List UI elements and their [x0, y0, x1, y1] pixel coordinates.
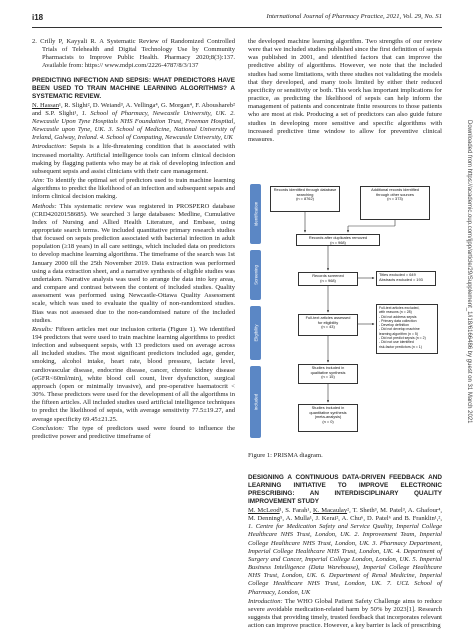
- right-column: [248, 38, 442, 145]
- aim-paragraph: [32, 177, 235, 201]
- box-database-records: Records identified through database searching (n = 8762): [270, 186, 340, 212]
- author-block: [32, 102, 235, 143]
- section-label: Conclusion:: [32, 424, 65, 432]
- lane-label: Screening: [253, 265, 258, 285]
- page-number: i18: [32, 13, 44, 22]
- box-deduplicated: Records after duplicates removed (n = 968): [296, 234, 380, 246]
- box-fulltext-excluded: Full-text articles excluded, with reasons (n = 28) - Did not address sepsis - Primary data collection - Develop definition - Did not develop machine learning algorithm (n = 5) - Did not predict sepsis (n = 2) - Did not use identified risk-factor predictors (n = 1): [376, 304, 438, 354]
- box-fulltext: Full-text articles assessed for eligibility (n = 43): [298, 314, 358, 336]
- authors: ¹, S. Farah¹,: [279, 507, 313, 514]
- lane-screening: [250, 250, 261, 300]
- conclusion-paragraph: [32, 425, 235, 441]
- affiliations: 1. School of Pharmacy, Newcastle University, UK. 2. Newcastle Upon Tyne Hospitals NHS Foundation Trust, Freeman Hospital, Newcastle upon Tyne, UK. 3. School of Medicine, National University of Ireland, Galway, Ireland. 4. School of Computing, Newcastle University, UK: [32, 109, 235, 142]
- box-other-records: Additional records identified through other sources (n = 373): [360, 186, 430, 220]
- running-header: [32, 13, 442, 25]
- lane-label: Eligibility: [253, 324, 258, 342]
- section-label: Aim:: [32, 177, 45, 185]
- conclusion-text: The type of predictors used were found to influence the predictive power and predictive timeframe of: [32, 424, 235, 440]
- presenting-author: N. Hassan: [32, 101, 59, 109]
- abstract-title: DESIGNING A CONTINUOUS DATA-DRIVEN FEEDBACK AND LEARNING INITIATIVE TO IMPROVE ELECTRONIC PRESCRIBING: AN INTERDISCIPLINARY QUALITY IMPROVEMENT STUDY: [248, 474, 442, 505]
- box-excluded: Titles excluded = 649 Abstracts excluded = 193: [376, 271, 436, 286]
- results-paragraph: [32, 326, 235, 424]
- journal-title: International Journal of Pharmacy Practice, 2021, Vol. 29, No. S1: [266, 13, 442, 20]
- affiliations: 1. Centre for Medication Safety and Service Quality, Imperial College Healthcare NHS Trust, London, UK. 2. Improvement Team, Imperial College Healthcare NHS Trust, London, UK. 3. Pharmacy Department, Imperial College Healthcare NHS Trust, London, UK. 4. Department of Surgery and Cancer, Imperial College London, London, UK. 5. Imperial Business Intelligence (Data Warehouse), Imperial College Healthcare NHS Trust, London, UK. 6. Department of Renal Medicine, Imperial College Healthcare NHS Trust, London, UK. 7. UCL School of Pharmacy, London, UK: [248, 523, 442, 596]
- introduction-paragraph: [248, 598, 442, 631]
- author-block: [248, 507, 442, 597]
- presenting-author: K. Macaulay: [312, 507, 348, 514]
- lane-eligibility: [250, 306, 261, 360]
- presenting-author: M. McLeod: [248, 507, 280, 514]
- box-quantitative: Studies included in quantitative synthesis (meta-analysis) (n = 0): [298, 404, 358, 432]
- abstract-title: PREDICTING INFECTION AND SEPSIS: WHAT PREDICTORS HAVE BEEN USED TO TRAIN MACHINE LEARNING ALGORITHMS? A SYSTEMATIC REVIEW.: [32, 76, 235, 100]
- authors: ¹, R. Slight², D. Weiand³, A. Vellinga⁴, G. Morgan⁴, F. Aboushareb² and S.P. Slight¹,: [32, 101, 235, 117]
- lane-label: Identification: [253, 201, 258, 227]
- section-label: Results:: [32, 325, 54, 333]
- methods-paragraph: [32, 203, 235, 325]
- header-rule: [32, 27, 442, 28]
- lane-label: Included: [253, 393, 258, 411]
- lane-included: [250, 366, 261, 438]
- figure-caption: Figure 1: PRISMA diagram.: [248, 452, 323, 459]
- introduction-paragraph: [32, 143, 235, 176]
- aim-text: To identify the optimal set of predictors used to train machine learning algorithms to predict the likelihood of an infection and subsequent sepsis and inform clinical decision making.: [32, 177, 235, 201]
- results-text: Fifteen articles met our inclusion criteria (Figure 1). We identified 194 predictors that were used to train machine learning algorithms to predict infection and subsequent sepsis, with 13 predictors used on average across all included studies. The most significant predictors included age, gender, smoking, alcohol intake, heart rate, blood pressure, lactate level, cardiovascular disease, endocrine disease, cancer, chronic kidney disease (eGFR<60ml/min), white blood cell count, liver dysfunction, surgical approach (open or minimally invasive), and pre-operative haematocrit < 30%. These predictors were used for the development of all the algorithms in the fifteen articles. All included studies used artificial intelligence techniques to predict the likelihood of sepsis, with average sensitivity 77.5±19.27, and average specificity 69.45±21.25.: [32, 325, 235, 423]
- second-abstract: [248, 470, 442, 631]
- methods-text: This systematic review was registered in PROSPERO database (CRD42020158685). We searched 3 large databases: Medline, Cumulative Index of Nursing and Allied Health Literature, and Embase, using appropriate search terms. We included quantitative primary research studies that focused on sepsis prediction associated with bacterial infection in adult population (≥18 years) in all care settings, which included data on predictors to develop machine learning algorithms. The timeframe of the search was 1st January 2000 till the 25th November 2019. Data extraction was performed using a data extraction sheet, and a narrative synthesis of eligible studies was undertaken. Narrative analysis was used to arrange the data into key areas, and compare and contrast between the content of included studies. Quality assessment was performed using Newcastle-Ottawa Quality Assessment scale, which was used to evaluate the quality of non-randomized studies. Bias was not assessed due to the non-randomised nature of the included studies.: [32, 202, 235, 324]
- reference-item: 2. Crilly P, Kayyali R. A Systematic Review of Randomized Controlled Trials of Telehealth and Digital Technology Use by Community Pharmacists to Improve Public Health. Pharmacy 2020;8(3):137. Available from: https:// www.mdpi.com/2226-4787/8/3/137: [32, 38, 235, 70]
- box-qualitative: Studies included in qualitative synthesis (n = 15): [298, 364, 358, 384]
- continued-paragraph: the developed machine learning algorithm. Two strengths of our review were that we included studies published since the first definition of sepsis was published in 2001, and identified factors that can improve the predictive ability of algorithms. However, we note that the included studies had some limitations, with three studies not validating the models that they developed, and many tools limited by either their reduced specificity or sensitivity or both. This work has important implications for practice, as predicting the likelihood of sepsis can help inform the management of patients and concentrate finite resources to those patients who are most at risk. Producing a set of predictors can also guide future studies in developing more sensitive and specific algorithms with increased predictive time window to allow for preventive clinical measures.: [248, 38, 442, 143]
- lane-identification: [250, 184, 261, 244]
- download-notice: Downloaded from https://academic.oup.com/ijpp/article/29/Supplement_1/i18/6166486 by guest on 31 March 2021: [466, 120, 472, 424]
- section-label: Introduction:: [248, 597, 283, 605]
- introduction-text: The WHO Global Patient Safety Challenge aims to reduce severe avoidable medication-related harm by 50% by 2023[1]. Research suggests that providing timely, trusted feedback that incorporates relevant action can improve practice. However, a key barrier is lack of prescribing: [248, 597, 442, 630]
- authors: ², T. Sheth³, M. Patel³, A. Ghafour⁴, M. Denning⁵, A. Mulla¹, J. Kerai², A. Chu⁶, D. Patel⁶ and B. Franklin¹,²,: [248, 507, 443, 523]
- box-screened: Records screened (n = 968): [298, 272, 358, 286]
- prisma-diagram: [248, 180, 442, 450]
- introduction-text: Sepsis is a life-threatening condition that is associated with increased mortality. Artificial intelligence tools can inform clinical decision making by flagging patients who may be at risk of developing infection and subsequent sepsis and assist clinicians with their care management.: [32, 143, 235, 175]
- left-column: [32, 38, 235, 442]
- section-label: Introduction:: [32, 143, 67, 151]
- section-label: Methods:: [32, 202, 57, 210]
